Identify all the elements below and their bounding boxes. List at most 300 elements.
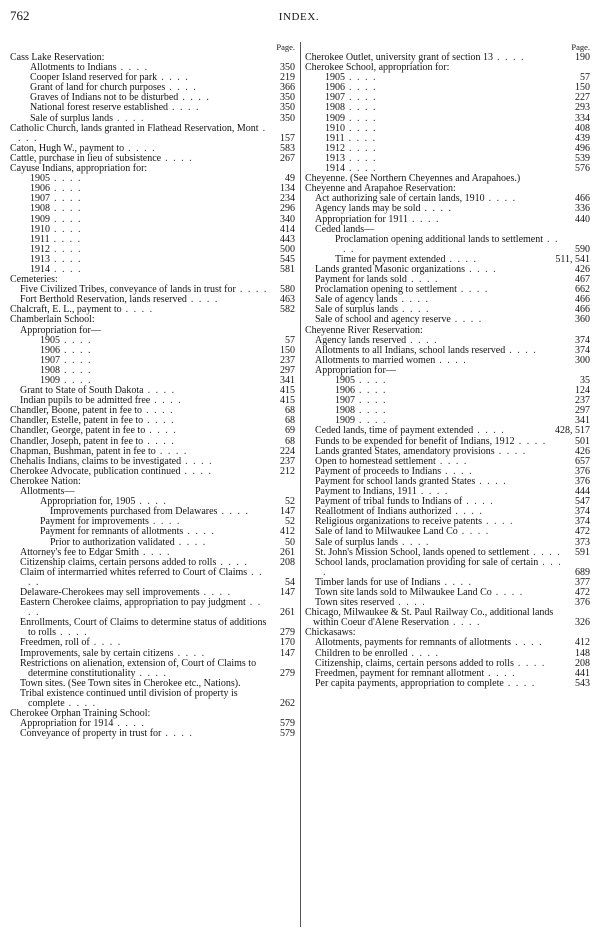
dot-leader: . . . . [165,82,198,94]
index-entry-text: 1913 [325,152,345,164]
index-entry-text: Act authorizing sale of certain lands, 1910 [315,193,485,205]
index-entry-text: Indian pupils to be admitted free [20,395,151,407]
index-entry-page: 466 [575,193,590,205]
index-entry [305,608,590,628]
index-entry-text: 1914 [325,163,345,175]
index-entry-text: Citizenship, claims, certain persons added to rolls [315,657,514,669]
index-entry-text: Chandler, Boone, patent in fee to [10,405,143,417]
index-entry-text: Sale of surplus lands [315,304,399,316]
dot-leader: . . . . [186,294,219,306]
index-entry-page: 501 [575,435,590,447]
dot-leader: . . . . [56,627,89,639]
dot-leader: . . . . [514,435,547,447]
index-entry-text: Payment for school lands granted States [315,475,476,487]
index-entry-text: Caton, Hugh W., payment to [10,142,125,154]
index-entry-text: Grant to State of South Dakota [20,385,144,397]
index-entry-text: Allotments to all Indians, school lands reserved [315,344,506,356]
index-entry [305,558,590,578]
index-entry [10,598,295,618]
index-entry-page: 68 [285,435,295,447]
index-entry-text: Allotments to married women [315,354,436,366]
index-entry-text: Cayuse Indians, appropriation for: [10,163,148,175]
index-entry-text: Lands granted States, amendatory provisions [315,445,495,457]
dot-leader: . . . . [150,395,183,407]
dot-leader: . . . . [484,193,517,205]
index-entry-text: Chalcraft, E. L., payment to [10,304,122,316]
dot-leader: . . . . [484,667,517,679]
index-entry-text: Open to homestead settlement [315,455,436,467]
index-entry-page: 466 [575,294,590,306]
index-entry-text: Chandler, Joseph, patent in fee to [10,435,144,447]
index-entry-text: 1909 [30,213,50,225]
index-entry-page: 426 [575,263,590,275]
index-entry-text: Cheyenne and Arapahoe Reservation: [305,183,456,195]
index-entry-text: Delaware-Cherokees may sell improvements [20,586,200,598]
index-entry-page: 582 [280,304,295,316]
index-entry-page: 350 [280,112,295,124]
dot-leader: . . . . [113,718,146,730]
dot-leader: . . . . [513,657,546,669]
dot-leader: . . . . [143,415,176,427]
column-page-heading: Page. [571,42,590,52]
index-entry-text: Allotments to Indians [30,62,117,74]
index-entry-page: 500 [280,243,295,255]
index-entry-page: 496 [575,142,590,154]
column-divider [300,42,301,927]
index-entry-text: Restrictions on alienation, extension of, Court of Claims to determine constitutionality [20,657,257,679]
index-entry-text: Proclamation opening to settlement [315,284,457,296]
index-entry-page: 547 [575,496,590,508]
index-entry-page: 579 [280,728,295,740]
index-entry-text: Payment for lands sold [315,274,407,286]
dot-leader: . . . . [178,92,211,104]
index-entry-text: Appropriation for, 1905 [40,496,136,508]
index-entry-text: School lands, proclamation providing for sale of certain [315,556,539,568]
index-entry-page: 69 [285,425,295,437]
index-entry-page: 261 [280,607,295,619]
index-entry-text: 1905 [40,334,60,346]
index-entry-page: 443 [280,233,295,245]
index-entry-text: Cemeteries: [10,274,58,286]
dot-leader: . . . . [323,556,563,578]
index-entry-text: Payment of proceeds to Indians [315,465,442,477]
index-entry-text: Timber lands for use of Indians [315,576,441,588]
index-entry-text: Chehalis Indians, claims to be investigated [10,455,182,467]
dot-leader: . . . . [135,667,168,679]
index-entry-page: 377 [575,576,590,588]
index-entry-text: Allotments, payments for remnants of allotments [315,637,512,649]
index-entry-text: Graves of Indians not to be disturbed [30,92,179,104]
index-entry-page: 374 [575,506,590,518]
index-entry-page: 590 [575,243,590,255]
index-entry-text: Appropriation for— [20,324,101,336]
index-entry-page: 68 [285,405,295,417]
index-entry-text: Chamberlain School: [10,314,95,326]
dot-leader: . . . . [344,132,377,144]
index-entry-text: Prior to authorization validated [50,536,175,548]
index-entry-text: National forest reserve established [30,102,169,114]
index-entry-page: 441 [575,667,590,679]
index-entry-page: 326 [575,617,590,629]
index-entry-text: Appropriation for 1911 [315,213,408,225]
index-entry-text: 1912 [325,142,345,154]
index-entry-page: 334 [575,112,590,124]
dot-leader: . . . . [142,405,175,417]
index-entry-page: 267 [280,152,295,164]
dot-leader: . . . . [235,284,268,296]
dot-leader: . . . . [435,354,468,366]
index-entry-page: 591 [575,546,590,558]
index-entry-text: Cooper Island reserved for park [30,72,158,84]
index-entry-text: Enrollments, Court of Claims to determine status of additions to rolls [20,617,267,639]
dot-leader: . . . . [445,253,478,265]
index-entry-text: Improvements, sale by certain citizens [20,647,174,659]
index-entry-page: 463 [280,294,295,306]
index-entry-page: 412 [575,637,590,649]
index-entry-page: 147 [280,647,295,659]
dot-leader: . . . . [28,566,264,588]
page-header [10,8,588,27]
index-entry-text: Town site lands sold to Milwaukee Land Co [315,586,492,598]
index-entry-page: 415 [280,385,295,397]
dot-leader: . . . . [181,455,214,467]
index-entry-text: Cheyenne. (See Northern Cheyennes and Arapahoes.) [305,173,521,185]
index-entry-page: 374 [575,334,590,346]
index-entry-page: 376 [575,597,590,609]
dot-leader: . . . . [50,243,82,255]
index-entry-text: 1911 [30,233,50,245]
dot-leader: . . . . [462,496,495,508]
dot-leader: . . . . [482,516,514,528]
index-entry-page: 408 [575,122,590,134]
index-column-right [305,42,590,689]
dot-leader: . . . . [64,698,97,709]
dot-leader: . . . . [60,375,92,386]
index-entry-text: Cherokee Nation: [10,475,81,487]
index-entry-page: 360 [575,314,590,326]
dot-leader: . . . . [503,677,536,689]
index-entry-page: 208 [280,556,295,568]
dot-leader: . . . . [440,576,473,588]
index-entry-text: Conveyance of property in trust for [20,728,162,740]
index-entry-text: 1914 [30,263,50,275]
index-entry-page: 415 [280,395,295,407]
dot-leader: . . . . [89,637,122,649]
index-entry-text: 1908 [335,405,355,417]
index-entry-page: 52 [285,496,295,508]
index-entry-page: 467 [575,274,590,286]
dot-leader: . . . . [345,122,377,134]
dot-leader: . . . . [355,405,387,417]
index-entry-page: 262 [280,698,295,709]
dot-leader: . . . . [183,526,216,538]
index-entry-page: 234 [280,193,295,205]
index-entry-text: Payment for improvements [40,516,149,528]
dot-leader: . . . . [345,92,377,104]
index-entry-text: Ceded lands— [315,223,375,235]
index-entry-text: 1908 [325,102,345,114]
index-entry-text: Sale of surplus lands [315,536,399,548]
dot-leader: . . . . [345,142,377,154]
index-entry-text: 1907 [40,354,60,366]
index-entry-text: Catholic Church, lands granted in Flathead Reservation, Mont [10,122,259,134]
index-entry-page: 341 [280,375,295,386]
index-entry-page: 208 [575,657,590,669]
index-entry-text: Payment of tribal funds to Indians of [315,496,463,508]
index-entry-page: 237 [280,354,295,366]
index-entry-text: Cattle, purchase in lieu of subsistence [10,152,162,164]
dot-leader: . . . . [451,506,484,518]
dot-leader: . . . . [143,435,176,447]
index-entry-text: Time for payment extended [335,253,446,265]
dot-leader: . . . . [345,112,377,124]
dot-leader: . . . . [457,526,490,538]
index-entry-text: Cherokee School, appropriation for: [305,62,450,74]
index-entry-page: 444 [575,486,590,498]
dot-leader: . . . . [475,475,508,487]
index-entry-page: 300 [575,354,590,366]
dot-leader: . . . . [345,163,377,175]
dot-leader: . . . . [355,375,387,386]
index-entry-page: 35 [580,375,590,386]
index-entry-page: 350 [280,62,295,74]
dot-leader: . . . . [407,213,440,225]
index-entry-text: Chandler, Estelle, patent in fee to [10,415,144,427]
dot-leader: . . . . [441,465,474,477]
dot-leader: . . . . [199,586,232,598]
index-entry-page: 148 [575,647,590,659]
index-entry-text: Per capita payments, appropriation to complete [315,677,504,689]
dot-leader: . . . . [345,72,377,84]
dot-leader: . . . . [143,385,176,397]
index-entry-page: 440 [575,213,590,225]
index-entry-page: 150 [575,82,590,94]
index-entry-page: 219 [280,72,295,84]
index-entry-page: 190 [575,52,590,63]
index-entry-page: 134 [280,183,295,195]
index-entry [10,124,295,144]
index-entry-page: 49 [285,173,295,185]
index-entry-page: 57 [285,334,295,346]
index-entry-page: 374 [575,516,590,528]
dot-leader: . . . . [450,314,483,326]
dot-leader: . . . . [50,263,82,275]
index-entry-page: 472 [575,586,590,598]
index-entry-page: 583 [280,142,295,154]
dot-leader: . . . . [113,112,146,124]
index-entry-text: Chicago, Milwaukee & St. Paul Railway Co., additional lands within Coeur d'Alene Reservation [305,607,554,629]
index-entry-text: Cherokee Outlet, university grant of section 13 [305,52,494,63]
index-entry-page: 237 [280,455,295,467]
index-entry-text: Cass Lake Reservation: [10,52,105,63]
index-entry-page: 689 [575,566,590,578]
index-entry-page: 68 [285,415,295,427]
dot-leader: . . . . [355,395,387,407]
index-entry-text: Cherokee Orphan Training School: [10,708,151,720]
index-entry-text: 1909 [40,375,60,386]
index-entry-text: 1905 [335,375,355,386]
index-entry-page: 297 [280,364,295,376]
index-entry-page: 237 [575,395,590,407]
dot-leader: . . . . [343,233,560,255]
index-entry-text: 1910 [325,122,345,134]
index-entry-text: Sale of surplus lands [30,112,114,124]
index-entry-page: 350 [280,102,295,114]
index-entry-text: Cherokee Advocate, publication continued [10,465,181,477]
dot-leader: . . . . [50,193,82,205]
dot-leader: . . . . [397,294,430,306]
dot-leader: . . . . [456,284,489,296]
index-entry-text: Lands granted Masonic organizations [315,263,466,275]
dot-leader: . . . . [60,344,92,356]
index-entry-text: Payment to Indians, 1911 [315,486,417,498]
dot-leader: . . . . [398,304,431,316]
index-entry [10,618,295,638]
index-entry-page: 227 [575,92,590,104]
dot-leader: . . . . [60,364,92,376]
dot-leader: . . . . [148,516,181,528]
index-entry-page: 580 [280,284,295,296]
index-entry-page: 576 [575,163,590,175]
index-entry-page: 150 [280,344,295,356]
dot-leader: . . . . [511,637,544,649]
dot-leader: . . . . [448,617,481,629]
dot-leader: . . . . [420,203,453,215]
index-entry-text: 1913 [30,253,50,265]
index-entry-text: Claim of intermarried whites referred to Court of Claims [20,566,248,578]
index-entry-page: 581 [280,263,295,275]
dot-leader: . . . . [174,536,207,548]
index-entry-page: 428, 517 [555,425,590,437]
dot-leader: . . . . [465,263,498,275]
index-entry-text: Chickasaws: [305,627,356,639]
dot-leader: . . . . [180,465,213,477]
index-entry-text: 1907 [325,92,345,104]
index-entry-text: Sale of land to Milwaukee Land Co [315,526,458,538]
index-entry-text: Sale of agency lands [315,294,398,306]
dot-leader: . . . . [473,425,506,437]
dot-leader: . . . . [60,334,92,346]
index-entry-page: 297 [575,405,590,417]
index-entry-page: 376 [575,465,590,477]
dot-leader: . . . . [116,62,149,74]
index-entry-text: Five Civilized Tribes, conveyance of lands in trust for [20,284,236,296]
index-entry-page: 414 [280,223,295,235]
index-entry [10,568,295,588]
index-entry-page: 54 [285,576,295,588]
dot-leader: . . . . [18,122,267,144]
index-entry-page: 50 [285,536,295,548]
index-entry-text: St. John's Mission School, lands opened to settlement [315,546,530,558]
index-entry [305,235,590,255]
index-entry-page: 340 [280,213,295,225]
dot-leader: . . . . [406,274,439,286]
index-entry-text: Chapman, Bushman, patent in fee to [10,445,156,457]
dot-leader: . . . . [416,486,449,498]
index-entry-text: 1906 [335,385,355,397]
dot-leader: . . . . [168,102,201,114]
dot-leader: . . . . [60,354,92,366]
index-entry-text: 1907 [335,395,355,407]
index-entry-page: 426 [575,445,590,457]
dot-leader: . . . . [121,304,154,316]
dot-leader: . . . . [161,728,194,740]
index-entry-text: Ceded lands, time of payment extended [315,425,474,437]
index-entry-page: 366 [280,82,295,94]
dot-leader: . . . . [493,52,526,63]
index-entry-text: Citizenship claims, certain persons added to rolls [20,556,217,568]
index-entry-text: 1909 [335,415,355,427]
dot-leader: . . . . [216,556,249,568]
index-entry-text: Grant of land for church purposes [30,82,166,94]
index-entry [10,729,295,739]
index-entry-page: 212 [280,465,295,477]
index-entry-page: 224 [280,445,295,457]
page-number: 762 [10,8,30,23]
dot-leader: . . . . [161,152,194,164]
index-entry-page: 147 [280,506,295,518]
index-entry-text: Children to be enrolled [315,647,408,659]
dot-leader: . . . . [173,647,206,659]
page-title: INDEX. [278,11,320,23]
dot-leader: . . . . [50,223,82,235]
index-entry-text: Freedmen, roll of [20,637,90,649]
index-entry-page: 373 [575,536,590,548]
index-entry-text: Eastern Cherokee claims, appropriation to pay judgment [20,597,246,609]
index-entry-text: Improvements purchased from Delawares [50,506,218,518]
index-entry-page: 350 [280,92,295,104]
index-entry-text: Appropriation for 1914 [20,718,114,730]
dot-leader: . . . . [50,183,82,195]
index-entry-text: 1908 [40,364,60,376]
index-entry-page: 57 [580,72,590,84]
index-entry-text: 1908 [30,203,50,215]
index-entry-page: 539 [575,152,590,164]
index-entry-text: Tribal existence continued until division of property is complete [20,687,238,709]
dot-leader: . . . . [491,586,524,598]
index-entry-text: 1911 [325,132,345,144]
index-entry-page: 341 [575,415,590,427]
index-entry-text: 1910 [30,223,50,235]
index-entry-text: Payment for remnants of allotments [40,526,184,538]
index-entry-page: 147 [280,586,295,598]
index-column-left [10,42,295,739]
index-entry-text: Agency lands may be sold [315,203,421,215]
dot-leader: . . . . [50,203,82,215]
dot-leader: . . . . [50,173,82,185]
index-entry-text: Cheyenne River Reservation: [305,324,423,336]
dot-leader: . . . . [406,334,439,346]
dot-leader: . . . . [407,647,440,659]
index-entry-text: Fort Berthold Reservation, lands reserved [20,294,187,306]
dot-leader: . . . . [505,344,538,356]
dot-leader: . . . . [494,445,527,457]
index-entry-text: Attorney's fee to Edgar Smith [20,546,139,558]
index-entry-page: 124 [575,385,590,397]
index-entry-text: 1906 [30,183,50,195]
index-entry-page: 662 [575,284,590,296]
index-entry-page: 545 [280,253,295,265]
index-entry-page: 261 [280,546,295,558]
index-entry-text: 1905 [30,173,50,185]
index-entry-text: Chandler, George, patent in fee to [10,425,146,437]
index-entry-page: 466 [575,304,590,316]
dot-leader: . . . . [529,546,562,558]
index-entry-text: Allotments— [20,486,75,498]
index-entry-text: Town sites. (See Town sites in Cherokee etc., Nations). [20,677,241,689]
dot-leader: . . . . [394,597,427,609]
dot-leader: . . . . [355,415,387,427]
